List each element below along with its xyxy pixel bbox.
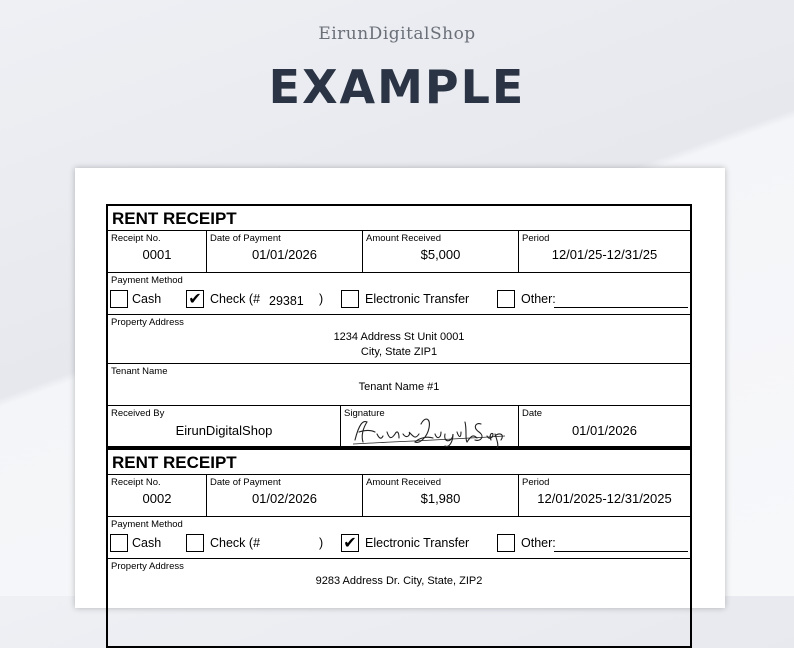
example-heading: EXAMPLE xyxy=(268,60,526,114)
electronic-transfer-checkbox[interactable]: ✔ xyxy=(341,534,359,552)
other-label: Other: xyxy=(521,536,556,550)
cash-label: Cash xyxy=(132,292,162,306)
receipt-no-value: 0002 xyxy=(142,491,172,506)
receipt-sheet xyxy=(75,168,725,608)
amount-received-value: $5,000 xyxy=(420,247,461,262)
tenant-name-label: Tenant Name xyxy=(111,366,168,377)
period-label: Period xyxy=(522,477,550,488)
receipt-no-cell xyxy=(108,231,206,272)
check-label: Check (# xyxy=(210,292,261,306)
address-line-1: 9283 Address Dr. City, State, ZIP2 xyxy=(315,575,483,587)
date-of-payment-label: Date of Payment xyxy=(210,233,281,244)
received-by-row xyxy=(108,406,690,446)
check-label: Check (# xyxy=(210,536,261,550)
signature-cell xyxy=(340,406,518,446)
period-cell xyxy=(518,475,690,516)
period-cell xyxy=(518,231,690,272)
amount-received-cell xyxy=(362,231,518,272)
electronic-transfer-checkbox[interactable] xyxy=(341,290,359,308)
other-input-line[interactable] xyxy=(554,307,688,308)
signature-label: Signature xyxy=(344,408,385,419)
date-of-payment-label: Date of Payment xyxy=(210,477,281,488)
amount-received-label: Amount Received xyxy=(366,233,441,244)
date-of-payment-value: 01/02/2026 xyxy=(251,491,318,506)
period-value: 12/01/25-12/31/25 xyxy=(551,247,658,262)
address-line-2: City, State ZIP1 xyxy=(360,346,438,358)
property-address-row xyxy=(108,315,690,364)
received-by-value: EirunDigitalShop xyxy=(175,423,273,438)
period-value: 12/01/2025-12/31/2025 xyxy=(537,491,672,506)
check-close-paren: ) xyxy=(319,536,324,550)
rent-receipt-2 xyxy=(106,448,692,648)
cash-checkbox[interactable] xyxy=(110,290,128,308)
check-number-value: 29381 xyxy=(269,294,304,308)
check-close-paren: ) xyxy=(319,292,324,306)
date-of-payment-cell xyxy=(206,475,362,516)
electronic-transfer-label: Electronic Transfer xyxy=(365,292,470,306)
signature-image xyxy=(349,414,509,448)
received-by-label: Received By xyxy=(111,408,165,419)
date-label: Date xyxy=(522,408,543,419)
period-label: Period xyxy=(522,233,550,244)
payment-method-label: Payment Method xyxy=(111,275,183,286)
check-checkbox[interactable]: ✔ xyxy=(186,290,204,308)
amount-received-value: $1,980 xyxy=(420,491,461,506)
receipt-title: RENT RECEIPT xyxy=(108,206,690,231)
cash-checkbox[interactable] xyxy=(110,534,128,552)
rent-receipt-1 xyxy=(106,204,692,448)
amount-received-cell xyxy=(362,475,518,516)
receipt-no-label: Receipt No. xyxy=(111,233,161,244)
payment-method-label: Payment Method xyxy=(111,519,183,530)
other-checkbox[interactable] xyxy=(497,290,515,308)
other-checkbox[interactable] xyxy=(497,534,515,552)
date-of-payment-cell xyxy=(206,231,362,272)
date-cell xyxy=(518,406,690,446)
date-of-payment-value: 01/01/2026 xyxy=(251,247,318,262)
amount-received-label: Amount Received xyxy=(366,477,441,488)
property-address-row xyxy=(108,559,690,639)
receipt-no-label: Receipt No. xyxy=(111,477,161,488)
check-checkbox[interactable] xyxy=(186,534,204,552)
electronic-transfer-label: Electronic Transfer xyxy=(365,536,470,550)
receipt-info-row xyxy=(108,475,690,517)
other-label: Other: xyxy=(521,292,556,306)
property-address-label: Property Address xyxy=(111,317,184,328)
brand-name: EirunDigitalShop xyxy=(318,24,476,44)
receipt-title: RENT RECEIPT xyxy=(108,450,690,475)
other-input-line[interactable] xyxy=(554,551,688,552)
receipt-info-row xyxy=(108,231,690,273)
tenant-name-value: Tenant Name #1 xyxy=(358,381,440,393)
payment-method-row xyxy=(108,517,690,559)
received-by-cell xyxy=(108,406,340,446)
property-address-label: Property Address xyxy=(111,561,184,572)
receipt-no-value: 0001 xyxy=(142,247,172,262)
receipt-no-cell xyxy=(108,475,206,516)
date-value: 01/01/2026 xyxy=(571,423,638,438)
payment-method-row xyxy=(108,273,690,315)
cash-label: Cash xyxy=(132,536,162,550)
tenant-name-row xyxy=(108,364,690,406)
address-line-1: 1234 Address St Unit 0001 xyxy=(333,331,465,343)
